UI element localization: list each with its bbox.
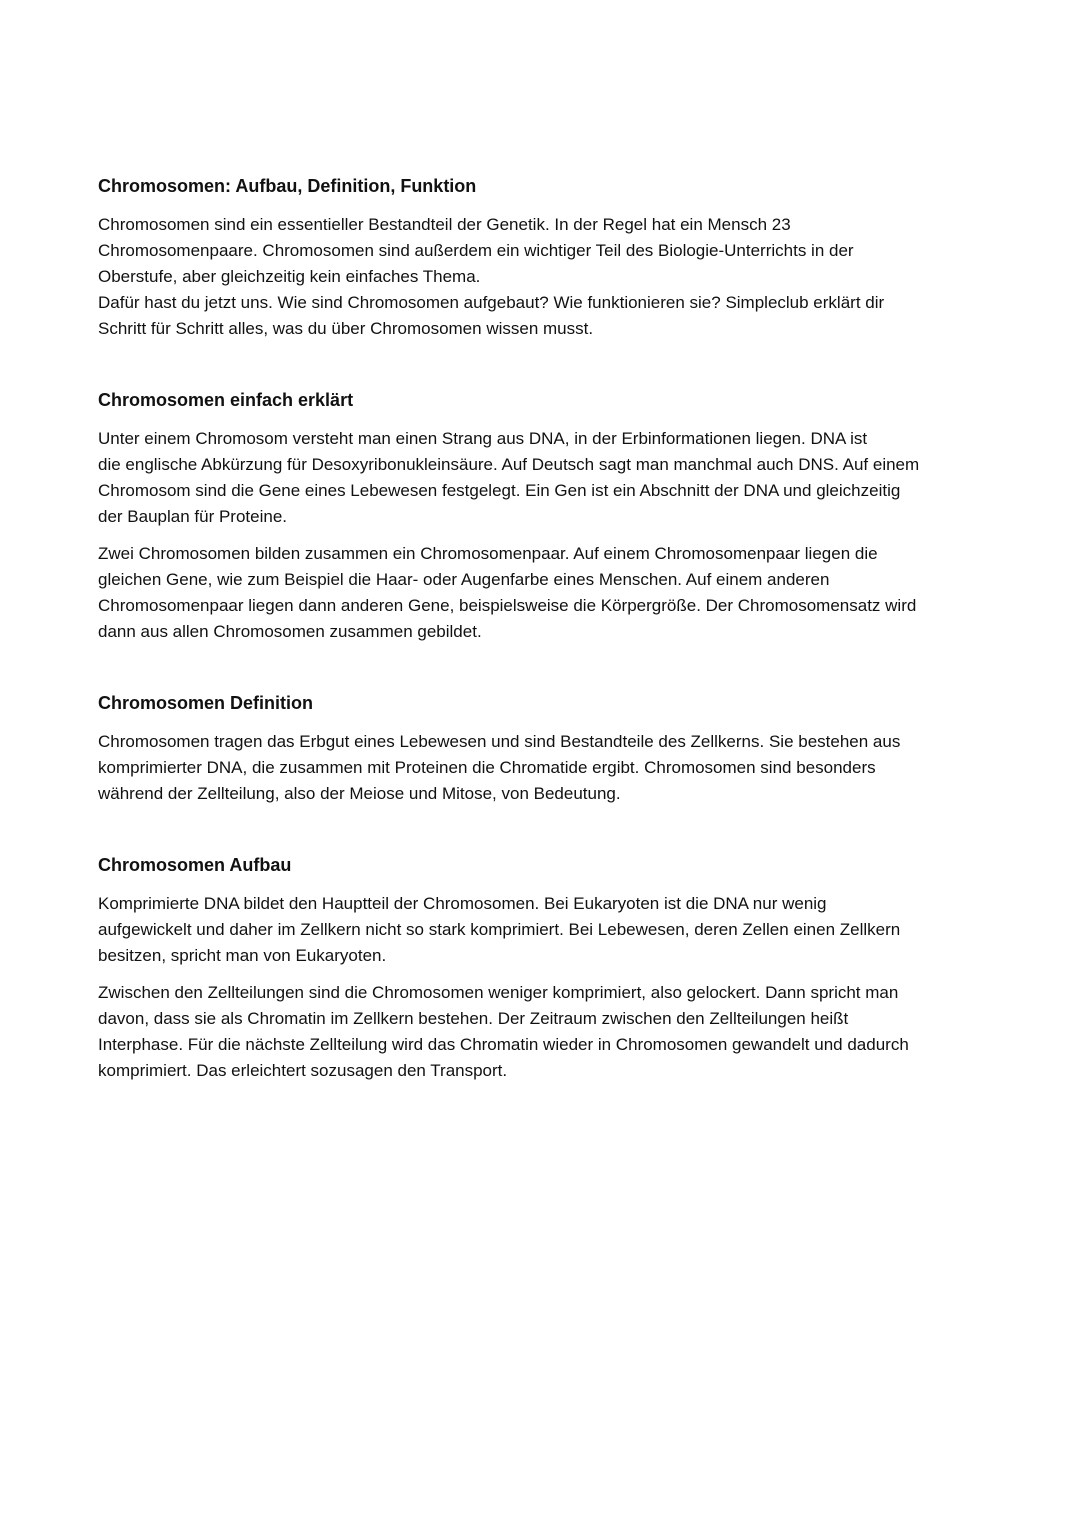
section-definition	[98, 691, 988, 807]
document-page	[98, 174, 988, 1084]
section-paragraph: Komprimierte DNA bildet den Hauptteil der Chromosomen. Bei Eukaryoten ist die DNA nur wenig aufgewickelt und daher im Zellkern nicht so stark komprimiert. Bei Lebewesen, deren Zellen einen Zellkern besitzen, spricht man von Eukaryoten.	[98, 894, 901, 965]
section-spacer	[98, 807, 988, 853]
section-paragraph: Zwei Chromosomen bilden zusammen ein Chromosomenpaar. Auf einem Chromosomenpaar liegen die gleichen Gene, wie zum Beispiel die Haar- oder Augenfarbe eines Menschen. Auf einem anderen Chromosomenpaar liegen dann anderen Gene, beispielsweise die Körpergröße. Der Chromosomensatz wird dann aus allen Chromosomen zusammen gebildet.	[98, 544, 917, 641]
section-aufbau	[98, 853, 988, 1084]
section-heading: Chromosomen Aufbau	[98, 855, 292, 875]
section-heading: Chromosomen einfach erklärt	[98, 390, 354, 410]
section-heading: Chromosomen: Aufbau, Definition, Funktion	[98, 176, 477, 196]
section-paragraph: Chromosomen sind ein essentieller Bestandteil der Genetik. In der Regel hat ein Mensch 23 Chromosomenpaare. Chromosomen sind außerdem ein wichtiger Teil des Biologie-Unterrichts in der Oberstufe, aber gleichzeitig kein einfaches Thema. Dafür hast du jetzt uns. Wie sind Chromosomen aufgebaut? Wie funktionieren sie? Simpleclub erklärt dir Schritt für Schritt alles, was du über Chromosomen wissen musst.	[98, 215, 885, 338]
section-intro	[98, 174, 988, 342]
section-heading: Chromosomen Definition	[98, 693, 313, 713]
section-einfach-erklaert	[98, 388, 988, 645]
section-spacer	[98, 342, 988, 388]
section-paragraph: Chromosomen tragen das Erbgut eines Lebewesen und sind Bestandteile des Zellkerns. Sie bestehen aus komprimierter DNA, die zusammen mit Proteinen die Chromatide ergibt. Chromosomen sind besonders während der Zellteilung, also der Meiose und Mitose, von Bedeutung.	[98, 732, 901, 803]
section-spacer	[98, 645, 988, 691]
section-paragraph: Unter einem Chromosom versteht man einen Strang aus DNA, in der Erbinformationen liegen. DNA ist die englische Abkürzung für Desoxyribonukleinsäure. Auf Deutsch sagt man manchmal auch DNS. Auf einem Chromosom sind die Gene eines Lebewesen festgelegt. Ein Gen ist ein Abschnitt der DNA und gleichzeitig der Bauplan für Proteine.	[98, 429, 920, 526]
section-paragraph: Zwischen den Zellteilungen sind die Chromosomen weniger komprimiert, also gelockert. Dann spricht man davon, dass sie als Chromatin im Zellkern bestehen. Der Zeitraum zwischen den Zellteilungen heißt Interphase. Für die nächste Zellteilung wird das Chromatin wieder in Chromosomen gewandelt und dadurch komprimiert. Das erleichtert sozusagen den Transport.	[98, 983, 909, 1080]
